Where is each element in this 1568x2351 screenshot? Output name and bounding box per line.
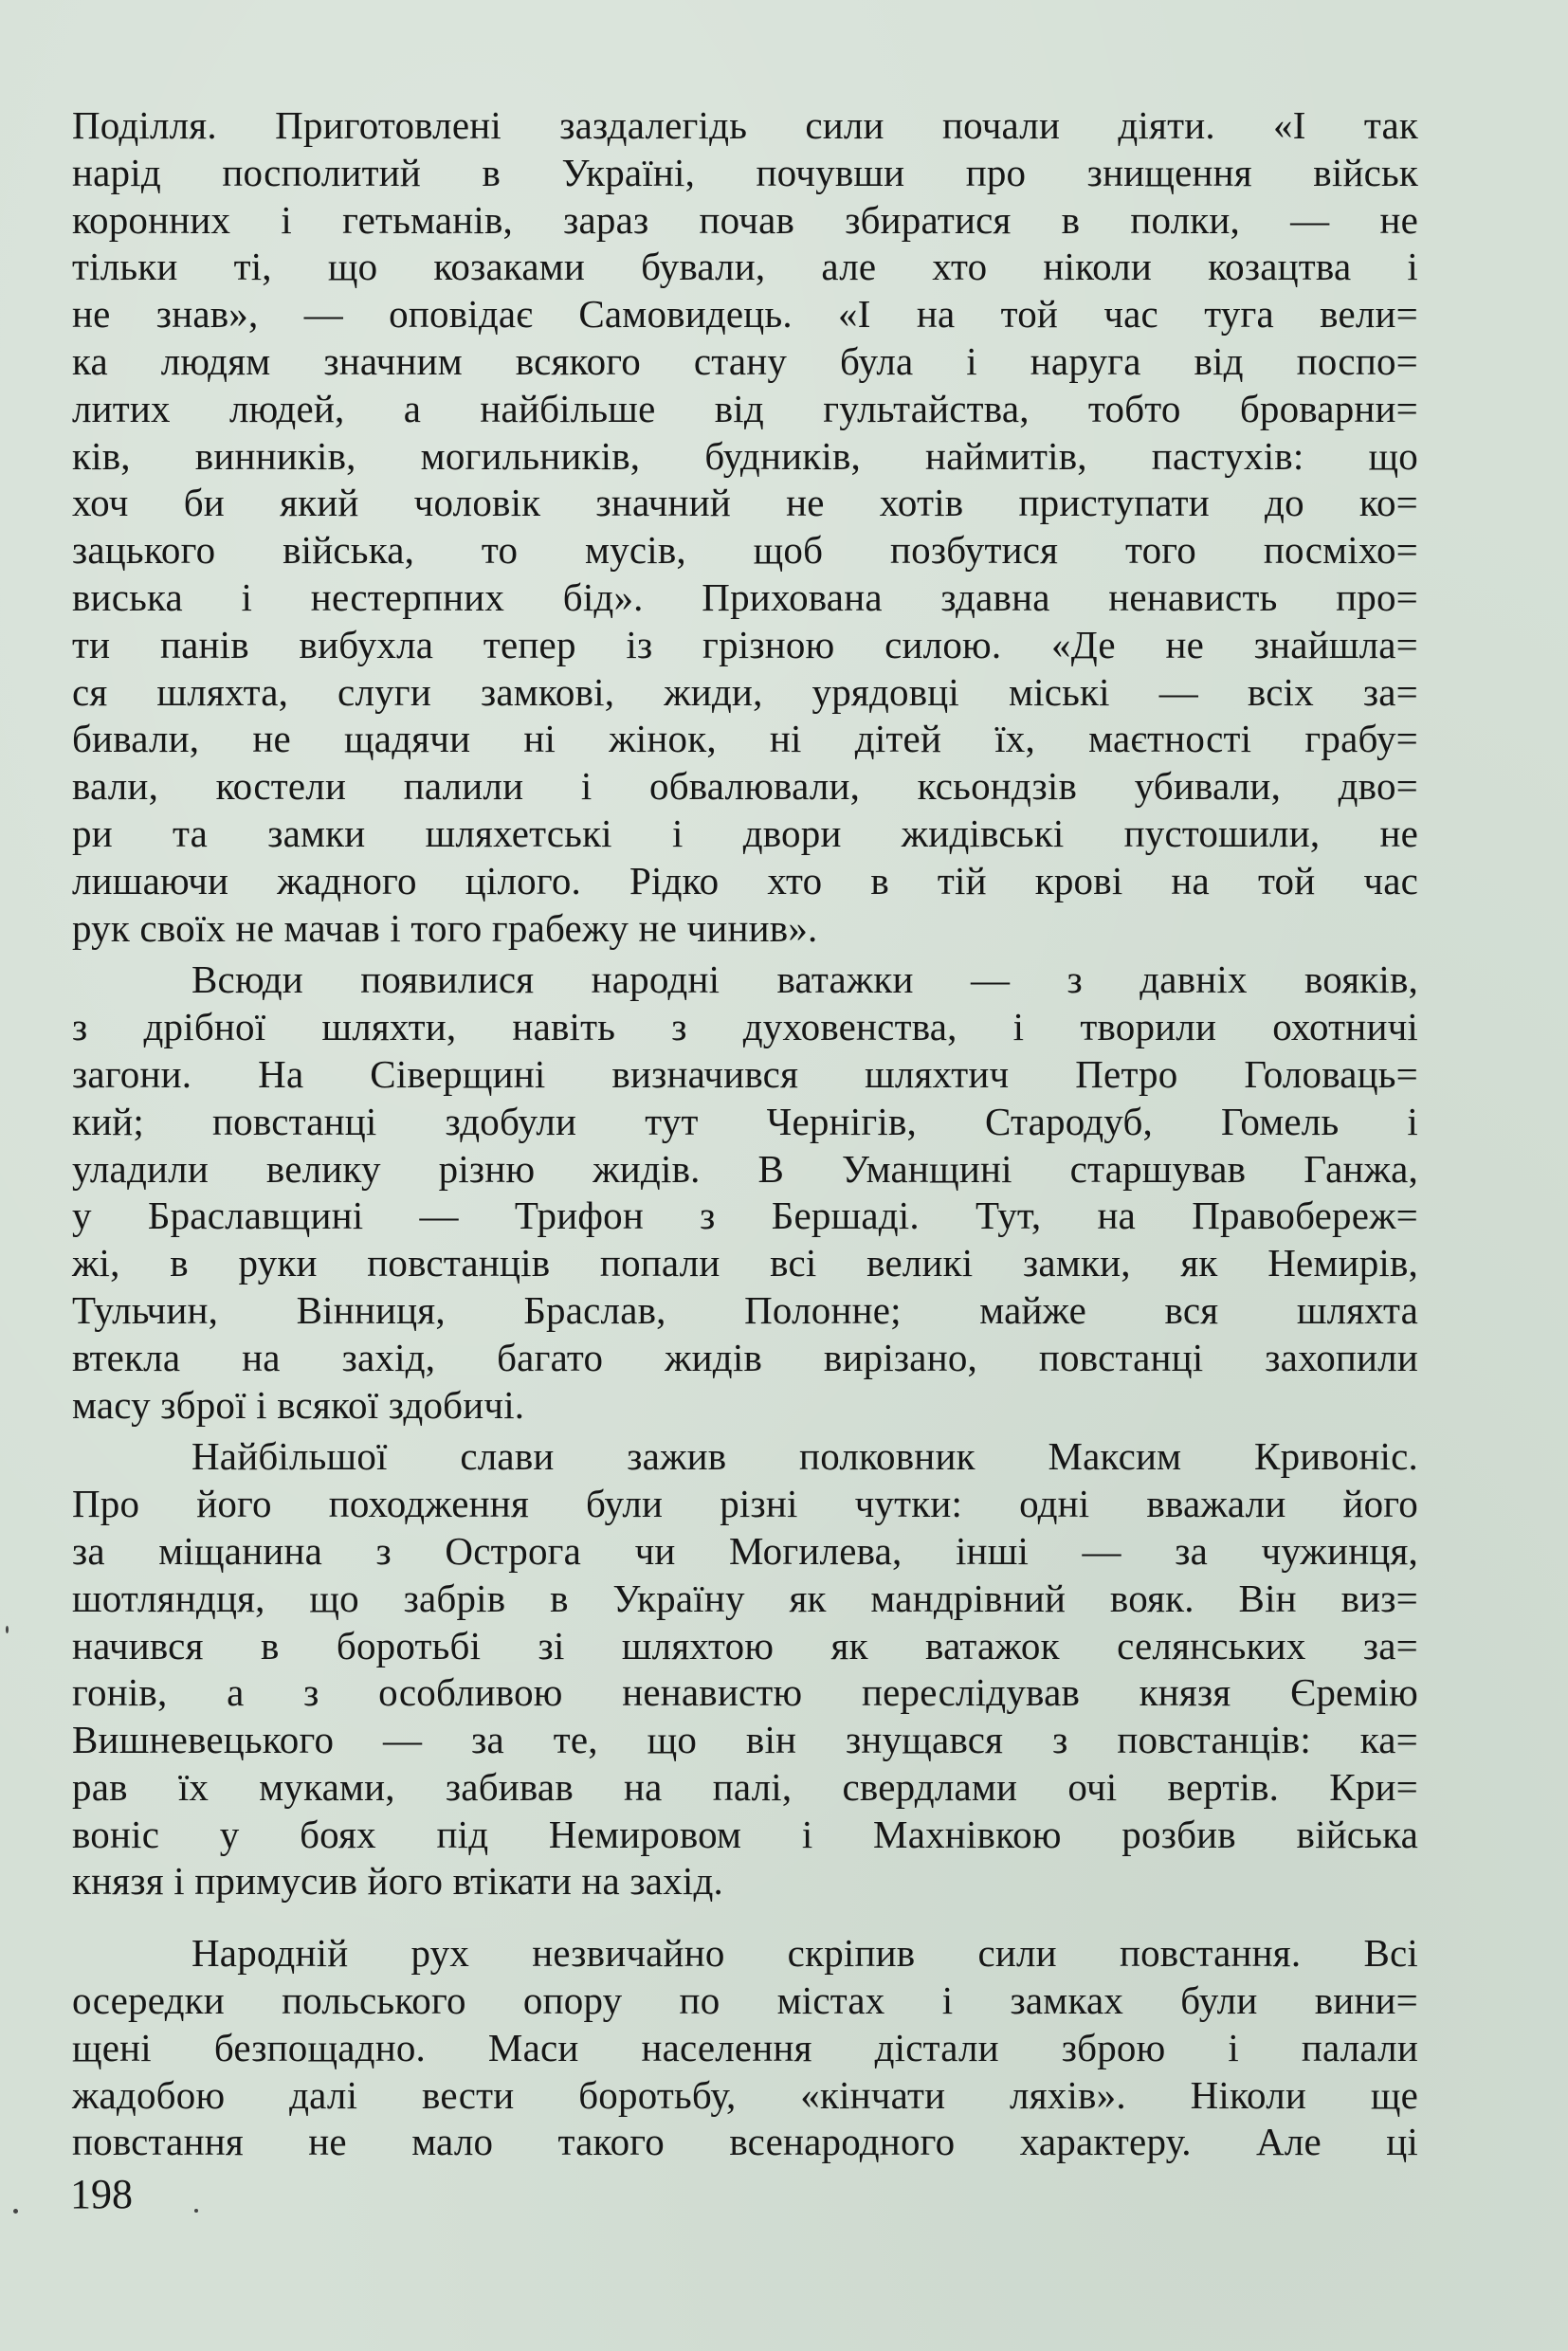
text-line: ся шляхта, слуги замкові, жиди, урядовці міські — всіх за=: [72, 669, 1418, 714]
text-line: Народній рух незвичайно скріпив сили повстання. Всі: [191, 1931, 1418, 1976]
text-line: тільки ті, що козаками бували, але хто ніколи козацтва і: [72, 245, 1418, 289]
body-text: [72, 102, 1418, 2171]
paragraph-3: [72, 1433, 1418, 1905]
text-line: осередки польського опору по містах і замках були вини=: [72, 1978, 1418, 2023]
text-line: ка людям значним всякого стану була і наруга від поспо=: [72, 338, 1418, 383]
text-line: лишаючи жадного цілого. Рідко хто в тій крові на той час: [72, 858, 1418, 902]
text-line: бивали, не щадячи ні жінок, ні дітей їх, маєтності грабу=: [72, 717, 1418, 761]
text-line: рук своїх не мачав і того грабежу не чинив».: [72, 905, 818, 950]
text-line: щені безпощадно. Маси населення дістали зброю і палали: [72, 2025, 1418, 2069]
text-line: нарід посполитий в Україні, почувши про знищення військ: [72, 150, 1418, 194]
text-line: Вишневецького — за те, що він знущався з повстанців: ка=: [72, 1718, 1418, 1762]
text-line: шотляндця, що забрів в Україну як мандрівний вояк. Він виз=: [72, 1576, 1418, 1620]
text-line: виська і нестерпних бід». Прихована здавна ненависть про=: [72, 574, 1418, 619]
text-line: ри та замки шляхетські і двори жидівські пустошили, не: [72, 811, 1418, 855]
text-line: князя і примусив його втікати на захід.: [72, 1859, 724, 1904]
text-line: начився в боротьбі зі шляхтою як ватажок селянських за=: [72, 1623, 1418, 1668]
page-number: 198: [70, 2171, 133, 2217]
scan-speck: [194, 2209, 198, 2213]
text-line: жі, в руки повстанців попали всі великі замки, як Немирів,: [72, 1241, 1418, 1285]
text-line: масу зброї і всякої здобичі.: [72, 1382, 525, 1427]
text-line: коронних і гетьманів, зараз почав збиратися в полки, — не: [72, 197, 1418, 242]
text-line: гонів, а з особливою ненавистю переслідував князя Єремію: [72, 1670, 1418, 1715]
text-line: ти панів вибухла тепер із грізною силою. «Де не знайшла=: [72, 622, 1418, 666]
text-line: у Браславщині — Трифон з Бершаді. Тут, на Правобереж=: [72, 1194, 1418, 1238]
text-line: воніс у боях під Немировом і Махнівкою розбив війська: [72, 1812, 1418, 1856]
scan-speck: [13, 2209, 18, 2214]
text-line: з дрібної шляхти, навіть з духовенства, і творили охотничі: [72, 1005, 1418, 1049]
text-line: загони. На Сіверщині визначився шляхтич Петро Головаць=: [72, 1051, 1418, 1096]
text-line: Тульчин, Вінниця, Браслав, Полонне; майже вся шляхта: [72, 1287, 1418, 1332]
text-line: за міщанина з Острога чи Могилева, інші — за чужинця,: [72, 1528, 1418, 1573]
paragraph-2: [72, 957, 1418, 1429]
text-line: не знав», — оповідає Самовидець. «І на той час туга вели=: [72, 292, 1418, 337]
text-line: повстання не мало такого всенародного характеру. Але ці: [72, 2120, 1418, 2164]
text-line: зацького війська, то мусів, щоб позбутися того посміхо=: [72, 528, 1418, 573]
paragraph-4: [72, 1930, 1418, 2166]
text-line: ків, винників, могильників, будників, наймитів, пастухів: що: [72, 433, 1418, 478]
text-line: уладили велику різню жидів. В Уманщині старшував Ганжа,: [72, 1146, 1418, 1191]
text-line: хоч би який чоловік значний не хотів приступати до ко=: [72, 481, 1418, 525]
text-line: жадобою далі вести боротьбу, «кінчати ляхів». Ніколи ще: [72, 2072, 1418, 2117]
text-line: Про його походження були різні чутки: одні вважали його: [72, 1482, 1418, 1526]
text-line: кий; повстанці здобули тут Чернігів, Стародуб, Гомель і: [72, 1099, 1418, 1143]
text-line: Поділля. Приготовлені заздалегідь сили почали діяти. «І так: [72, 103, 1418, 147]
paragraph-1: [72, 102, 1418, 952]
text-line: Найбільшої слави зажив полковник Максим Кривоніс.: [191, 1434, 1418, 1479]
scan-speck: [6, 1626, 9, 1633]
text-line: рав їх муками, забивав на палі, свердлами очі вертів. Кри=: [72, 1764, 1418, 1809]
text-line: Всюди появилися народні ватажки — з давніх вояків,: [191, 957, 1418, 1002]
text-line: литих людей, а найбільше від гультайства, тобто броварни=: [72, 386, 1418, 430]
text-line: втекла на захід, багато жидів вирізано, повстанці захопили: [72, 1335, 1418, 1379]
text-line: вали, костели палили і обвалювали, ксьондзів убивали, дво=: [72, 764, 1418, 809]
